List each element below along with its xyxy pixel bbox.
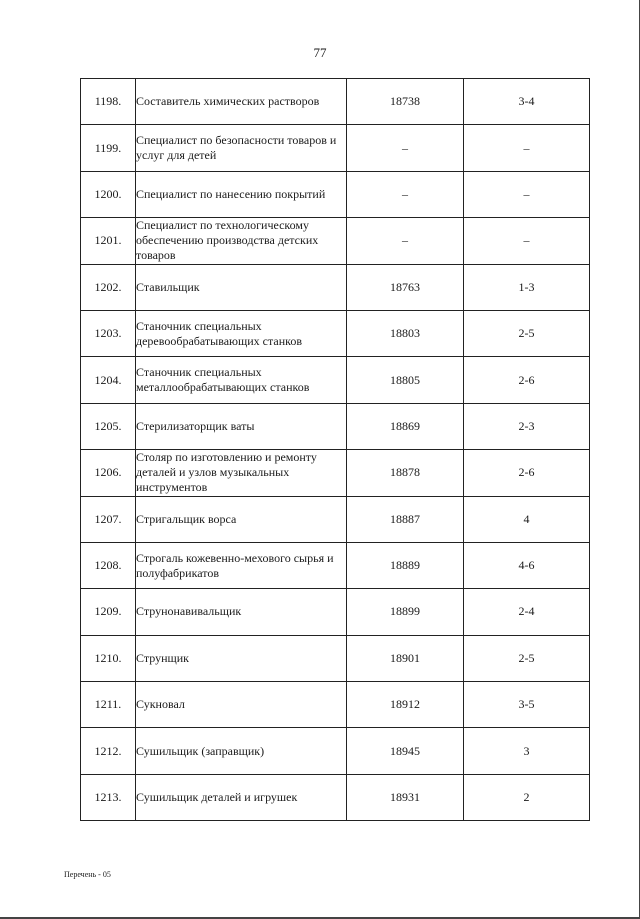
table-row <box>81 264 590 310</box>
rank-range: 4-6 <box>464 542 590 588</box>
row-number: 1201. <box>81 218 136 264</box>
table-row <box>81 728 590 774</box>
profession-code: – <box>347 171 464 217</box>
row-number: 1199. <box>81 125 136 171</box>
profession-name: Составитель химических растворов <box>136 79 347 125</box>
profession-code: 18945 <box>347 728 464 774</box>
profession-code: 18899 <box>347 589 464 635</box>
table-row <box>81 589 590 635</box>
table-row <box>81 403 590 449</box>
profession-code: 18805 <box>347 357 464 403</box>
table-row <box>81 171 590 217</box>
rank-range: 3-4 <box>464 79 590 125</box>
document-footer: Перечень - 05 <box>64 870 111 879</box>
table-row <box>81 218 590 264</box>
table-row <box>81 635 590 681</box>
profession-name: Станочник специальных деревообрабатывающих станков <box>136 310 347 356</box>
rank-range: – <box>464 171 590 217</box>
profession-name: Сукновал <box>136 682 347 728</box>
table-row <box>81 310 590 356</box>
rank-range: 2-6 <box>464 357 590 403</box>
profession-name: Строгаль кожевенно-мехового сырья и полуфабрикатов <box>136 542 347 588</box>
row-number: 1208. <box>81 542 136 588</box>
profession-code: – <box>347 218 464 264</box>
rank-range: 2 <box>464 774 590 820</box>
rank-range: 2-4 <box>464 589 590 635</box>
row-number: 1205. <box>81 403 136 449</box>
rank-range: – <box>464 218 590 264</box>
row-number: 1206. <box>81 450 136 496</box>
row-number: 1210. <box>81 635 136 681</box>
profession-name: Специалист по технологическому обеспечению производства детских товаров <box>136 218 347 264</box>
row-number: 1203. <box>81 310 136 356</box>
rank-range: 4 <box>464 496 590 542</box>
profession-code: 18889 <box>347 542 464 588</box>
rank-range: 2-5 <box>464 310 590 356</box>
profession-table <box>80 78 590 821</box>
profession-code: 18887 <box>347 496 464 542</box>
row-number: 1213. <box>81 774 136 820</box>
row-number: 1212. <box>81 728 136 774</box>
rank-range: 2-5 <box>464 635 590 681</box>
profession-name: Стригальщик ворса <box>136 496 347 542</box>
profession-code: 18869 <box>347 403 464 449</box>
table-row <box>81 125 590 171</box>
profession-code: – <box>347 125 464 171</box>
profession-name: Специалист по нанесению покрытий <box>136 171 347 217</box>
table-row <box>81 79 590 125</box>
row-number: 1200. <box>81 171 136 217</box>
profession-name: Столяр по изготовлению и ремонту деталей и узлов музыкальных инструментов <box>136 450 347 496</box>
profession-code: 18738 <box>347 79 464 125</box>
row-number: 1202. <box>81 264 136 310</box>
rank-range: 3-5 <box>464 682 590 728</box>
profession-name: Сушильщик (заправщик) <box>136 728 347 774</box>
row-number: 1209. <box>81 589 136 635</box>
rank-range: 2-6 <box>464 450 590 496</box>
profession-code: 18901 <box>347 635 464 681</box>
row-number: 1198. <box>81 79 136 125</box>
rank-range: 3 <box>464 728 590 774</box>
rank-range: 2-3 <box>464 403 590 449</box>
row-number: 1211. <box>81 682 136 728</box>
profession-code: 18931 <box>347 774 464 820</box>
table-row <box>81 357 590 403</box>
profession-name: Ставильщик <box>136 264 347 310</box>
profession-code: 18763 <box>347 264 464 310</box>
row-number: 1204. <box>81 357 136 403</box>
table-row <box>81 682 590 728</box>
profession-code: 18912 <box>347 682 464 728</box>
rank-range: – <box>464 125 590 171</box>
row-number: 1207. <box>81 496 136 542</box>
profession-name: Станочник специальных металлообрабатывающих станков <box>136 357 347 403</box>
profession-name: Специалист по безопасности товаров и услуг для детей <box>136 125 347 171</box>
profession-code: 18878 <box>347 450 464 496</box>
table-row <box>81 496 590 542</box>
profession-name: Струнщик <box>136 635 347 681</box>
table-row <box>81 542 590 588</box>
table-row <box>81 450 590 496</box>
profession-name: Сушильщик деталей и игрушек <box>136 774 347 820</box>
rank-range: 1-3 <box>464 264 590 310</box>
page-number: 77 <box>313 45 327 60</box>
table-row <box>81 774 590 820</box>
profession-name: Струнонавивальщик <box>136 589 347 635</box>
profession-name: Стерилизаторщик ваты <box>136 403 347 449</box>
profession-code: 18803 <box>347 310 464 356</box>
